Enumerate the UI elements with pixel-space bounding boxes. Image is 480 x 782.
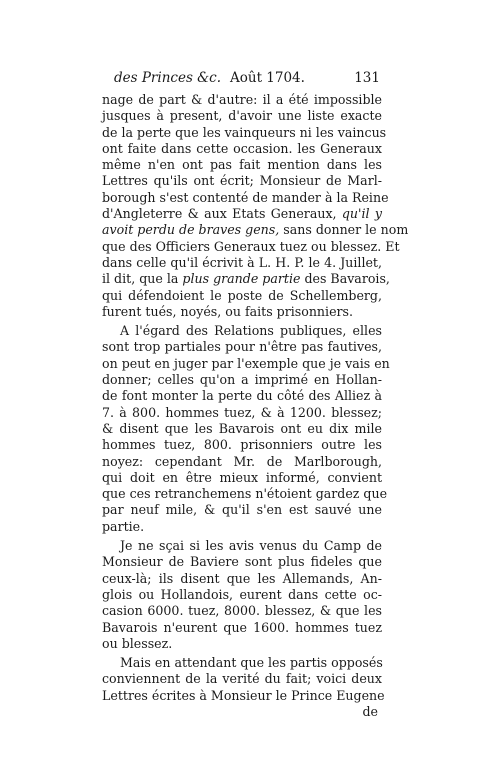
text-line bbox=[102, 355, 390, 372]
text-line bbox=[102, 173, 382, 189]
line-text: dans celle qu'il écrivit à L. H. P. le 4. Juillet, bbox=[102, 254, 382, 270]
line-text: Bavarois n'eurent que 1600. hommes tuez bbox=[102, 619, 382, 635]
text-line bbox=[102, 470, 382, 486]
italic-text: avoit perdu de braves gens, bbox=[102, 222, 280, 238]
line-text: que des Officiers Generaux tuez ou blessez. Et bbox=[102, 238, 400, 254]
text-line bbox=[102, 108, 382, 124]
line-text: partie. bbox=[102, 518, 145, 534]
text-line bbox=[102, 519, 382, 535]
running-head-title: des Princes &c. bbox=[114, 70, 222, 86]
text-line bbox=[102, 323, 382, 339]
text-line bbox=[102, 288, 382, 304]
text-line bbox=[102, 687, 385, 704]
line-text: A l'égard des Relations publiques, elles bbox=[120, 323, 382, 339]
text-line bbox=[102, 141, 382, 157]
text-line bbox=[102, 571, 382, 587]
text-line bbox=[102, 255, 382, 271]
line-text: ont faite dans cette occasion. les Generaux bbox=[102, 140, 382, 156]
text-line bbox=[102, 304, 382, 320]
paragraph bbox=[102, 323, 390, 535]
line-text: borough s'est contenté de mander à la Reine bbox=[102, 189, 389, 205]
line-text: furent tués, noyés, ou faits prisonniers. bbox=[102, 303, 354, 319]
text-line bbox=[102, 636, 382, 652]
line-text: casion 6000. tuez, 8000. blessez, & que les bbox=[102, 603, 382, 619]
line-text: ou blessez. bbox=[102, 635, 173, 651]
page-number: 131 bbox=[354, 70, 380, 86]
text-line bbox=[102, 206, 382, 222]
line-text: que ces retranchemens n'étoient gardez que bbox=[102, 486, 388, 502]
line-text: par neuf mile, & qu'il s'en est sauvé une bbox=[102, 502, 382, 518]
line-text: il dit, que la bbox=[102, 271, 179, 287]
running-head-date: Août 1704. bbox=[230, 70, 305, 86]
text-line bbox=[102, 92, 382, 108]
text-line bbox=[102, 671, 382, 687]
line-text: même n'en ont pas fait mention dans les bbox=[102, 157, 382, 173]
line-text: nage de part & d'autre: il a été impossible bbox=[102, 92, 382, 107]
line-text: noyez: cependant Mr. de Marlborough, bbox=[102, 453, 382, 469]
line-text: glois ou Hollandois, eurent dans cette oc- bbox=[102, 586, 382, 602]
paragraph bbox=[102, 655, 385, 704]
line-text: sans donner le nom bbox=[283, 222, 409, 238]
running-head bbox=[102, 70, 382, 92]
book-page bbox=[102, 70, 409, 720]
line-text: sont trop partiales pour n'être pas fautives, bbox=[102, 339, 382, 355]
text-line bbox=[102, 405, 382, 421]
text-line bbox=[102, 554, 382, 570]
line-text: des Bavarois, bbox=[304, 271, 390, 287]
italic-text: plus grande partie bbox=[182, 271, 301, 287]
line-text: Mais en attendant que les partis opposés bbox=[120, 655, 383, 671]
text-line bbox=[102, 587, 382, 603]
line-text: jusques à present, d'avoir une liste exacte bbox=[102, 108, 382, 124]
text-line bbox=[102, 388, 382, 404]
line-text: d'Angleterre & aux Etats Generaux, bbox=[102, 206, 337, 222]
paragraph bbox=[102, 538, 382, 652]
catchword: de bbox=[362, 703, 378, 719]
line-text: ceux-là; ils disent que les Allemands, An- bbox=[102, 570, 382, 586]
text-line bbox=[102, 437, 382, 453]
line-text: & disent que les Bavarois ont eu dix mile bbox=[102, 420, 382, 436]
text-line bbox=[102, 222, 409, 238]
text-body bbox=[102, 92, 409, 704]
line-text: conviennent de la verité du fait; voici deux bbox=[102, 671, 382, 687]
text-line bbox=[102, 238, 400, 255]
line-text: Je ne sçai si les avis venus du Camp de bbox=[120, 538, 382, 554]
text-line bbox=[102, 189, 389, 206]
line-text: qui défendoient le poste de Schellemberg, bbox=[102, 287, 382, 303]
text-line bbox=[102, 620, 382, 636]
line-text: de la perte que les vainqueurs ni les vaincus bbox=[102, 124, 387, 140]
line-text: Lettres qu'ils ont écrit; Monsieur de Marl- bbox=[102, 173, 382, 189]
text-line bbox=[102, 502, 382, 518]
text-line bbox=[102, 655, 382, 671]
text-line bbox=[102, 454, 382, 470]
text-line bbox=[102, 124, 387, 141]
line-text: qui doit en être mieux informé, convient bbox=[102, 469, 382, 485]
line-text: Lettres écrites à Monsieur le Prince Eugene bbox=[102, 687, 385, 703]
line-text: on peut en juger par l'exemple que je vais en bbox=[102, 355, 390, 371]
text-line bbox=[102, 603, 382, 619]
text-line bbox=[102, 486, 388, 502]
text-line bbox=[102, 538, 382, 554]
line-text: de font monter la perte du côté des Alliez à bbox=[102, 388, 382, 404]
italic-text: qu'il y bbox=[341, 206, 382, 222]
line-text: 7. à 800. hommes tuez, & à 1200. blessez; bbox=[102, 404, 382, 420]
line-text: hommes tuez, 800. prisonniers outre les bbox=[102, 437, 382, 453]
text-line bbox=[102, 157, 382, 173]
paragraph bbox=[102, 92, 409, 320]
text-line bbox=[102, 421, 382, 437]
line-text: Monsieur de Baviere sont plus fideles que bbox=[102, 554, 382, 570]
text-line bbox=[102, 339, 382, 355]
line-text: donner; celles qu'on a imprimé en Hollan- bbox=[102, 372, 382, 388]
text-line bbox=[102, 271, 390, 287]
text-line bbox=[102, 372, 382, 388]
